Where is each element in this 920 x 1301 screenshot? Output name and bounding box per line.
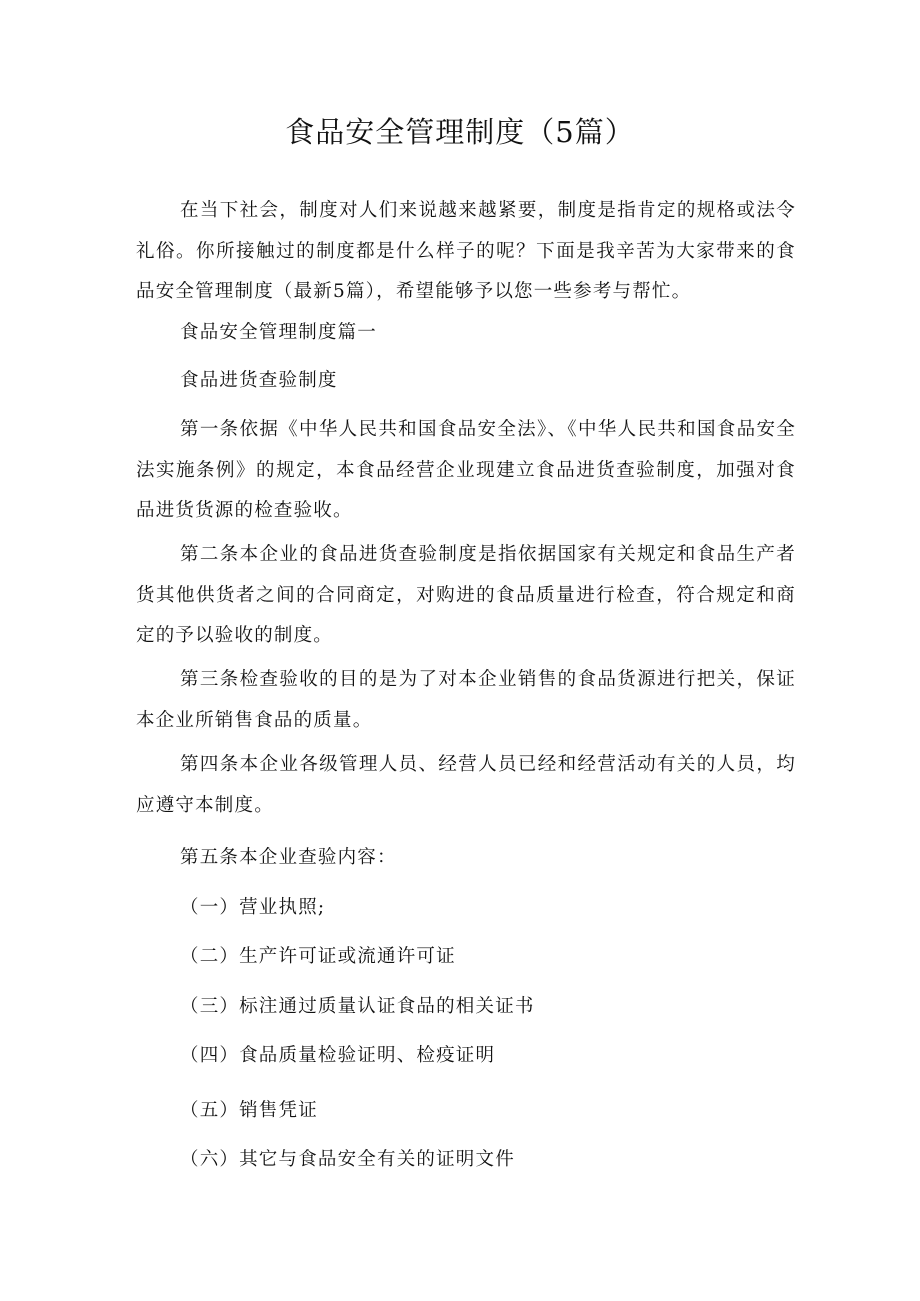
article-4: 第四条本企业各级管理人员、经营人员已经和经营活动有关的人员，均应遵守本制度。 (136, 754, 796, 816)
list-item-5: （五）销售凭证 (180, 1100, 318, 1121)
article-1: 第一条依据《中华人民共和国食品安全法》、《中华人民共和国食品安全法实施条例》的规定，本食品经营企业现建立食品进货查验制度，加强对食品进货货源的检查验收。 (136, 419, 796, 521)
article-5: 第五条本企业查验内容： (180, 847, 397, 868)
list-item-4: （四）食品质量检验证明、检疫证明 (180, 1045, 496, 1066)
subheading: 食品进货查验制度 (180, 370, 338, 391)
document-title: 食品安全管理制度（5篇） (285, 115, 635, 149)
list-item-3: （三）标注通过质量认证食品的相关证书 (180, 996, 535, 1017)
intro-paragraph: 在当下社会，制度对人们来说越来越紧要，制度是指肯定的规格或法令礼俗。你所接触过的制度都是什么样子的呢？下面是我辛苦为大家带来的食品安全管理制度（最新5篇），希望能够予以您一些参考与帮忙。 (136, 200, 796, 302)
article-2: 第二条本企业的食品进货查验制度是指依据国家有关规定和食品生产者货其他供货者之间的合同商定，对购进的食品质量进行检查，符合规定和商定的予以验收的制度。 (136, 544, 796, 646)
list-item-1: （一）营业执照; (180, 897, 326, 918)
section-heading: 食品安全管理制度篇一 (180, 322, 378, 343)
list-item-6: （六）其它与食品安全有关的证明文件 (180, 1149, 515, 1170)
article-3: 第三条检查验收的目的是为了对本企业销售的食品货源进行把关，保证本企业所销售食品的质量。 (136, 669, 796, 731)
list-item-2: （二）生产许可证或流通许可证 (180, 946, 456, 967)
